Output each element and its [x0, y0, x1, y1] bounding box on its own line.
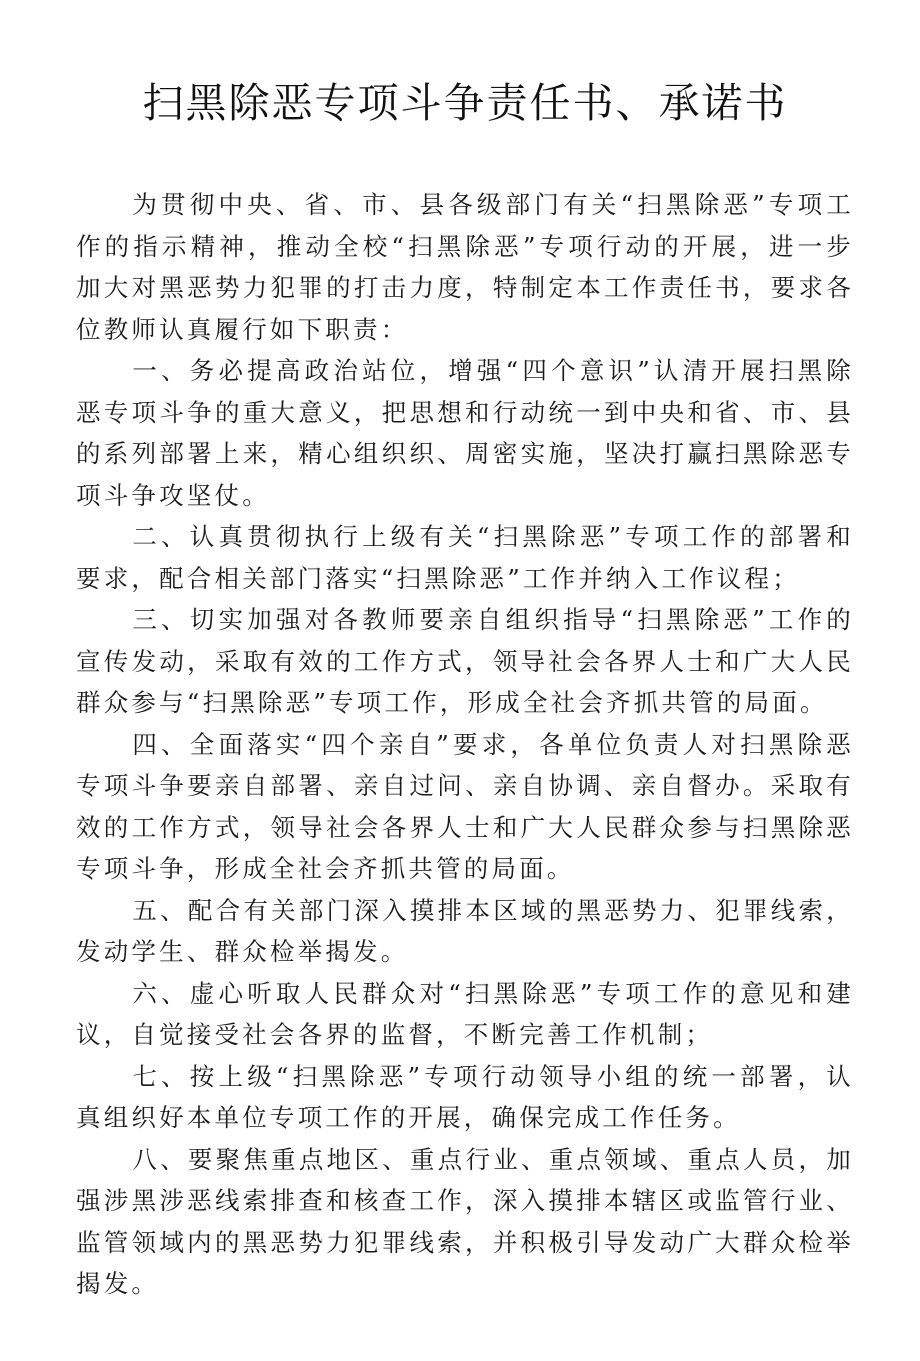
paragraph-item-1: 一、务必提高政治站位，增强“四个意识”认清开展扫黑除恶专项斗争的重大意义，把思想和行动统一到中央和省、市、县的系列部署上来，精心组织织、周密实施，坚决打赢扫黑除恶专项斗争攻坚仗。 [76, 356, 854, 510]
paragraph-intro: 为贯彻中央、省、市、县各级部门有关“扫黑除恶”专项工作的指示精神，推动全校“扫黑除恶”专项行动的开展，进一步加大对黑恶势力犯罪的打击力度，特制定本工作责任书，要求各位教师认真履行如下职责： [76, 190, 854, 344]
paragraph-item-6: 六、虚心听取人民群众对“扫黑除恶”专项工作的意见和建议，自觉接受社会各界的监督，不断完善工作机制； [76, 978, 854, 1049]
document-body [76, 184, 854, 1305]
paragraph-item-5: 五、配合有关部门深入摸排本区域的黑恶势力、犯罪线索，发动学生、群众检举揭发。 [76, 895, 854, 966]
paragraph-item-8: 八、要聚焦重点地区、重点行业、重点领域、重点人员，加强涉黑涉恶线索排查和核查工作，深入摸排本辖区或监管行业、监管领域内的黑恶势力犯罪线索，并积极引导发动广大群众检举揭发。 [76, 1144, 854, 1298]
paragraph-item-2: 二、认真贯彻执行上级有关“扫黑除恶”专项工作的部署和要求，配合相关部门落实“扫黑除恶”工作并纳入工作议程； [76, 522, 854, 593]
paragraph-item-7: 七、按上级“扫黑除恶”专项行动领导小组的统一部署，认真组织好本单位专项工作的开展，确保完成工作任务。 [76, 1061, 854, 1132]
paragraph-item-3: 三、切实加强对各教师要亲自组织指导“扫黑除恶”工作的宣传发动，采取有效的工作方式，领导社会各界人士和广大人民群众参与“扫黑除恶”专项工作，形成全社会齐抓共管的局面。 [76, 605, 854, 717]
document-title: 扫黑除恶专项斗争责任书、承诺书 [142, 79, 788, 127]
paragraph-item-4: 四、全面落实“四个亲自”要求，各单位负责人对扫黑除恶专项斗争要亲自部署、亲自过问、亲自协调、亲自督办。采取有效的工作方式，领导社会各界人士和广大人民群众参与扫黑除恶专项斗争，形成全社会齐抓共管的局面。 [76, 729, 854, 883]
